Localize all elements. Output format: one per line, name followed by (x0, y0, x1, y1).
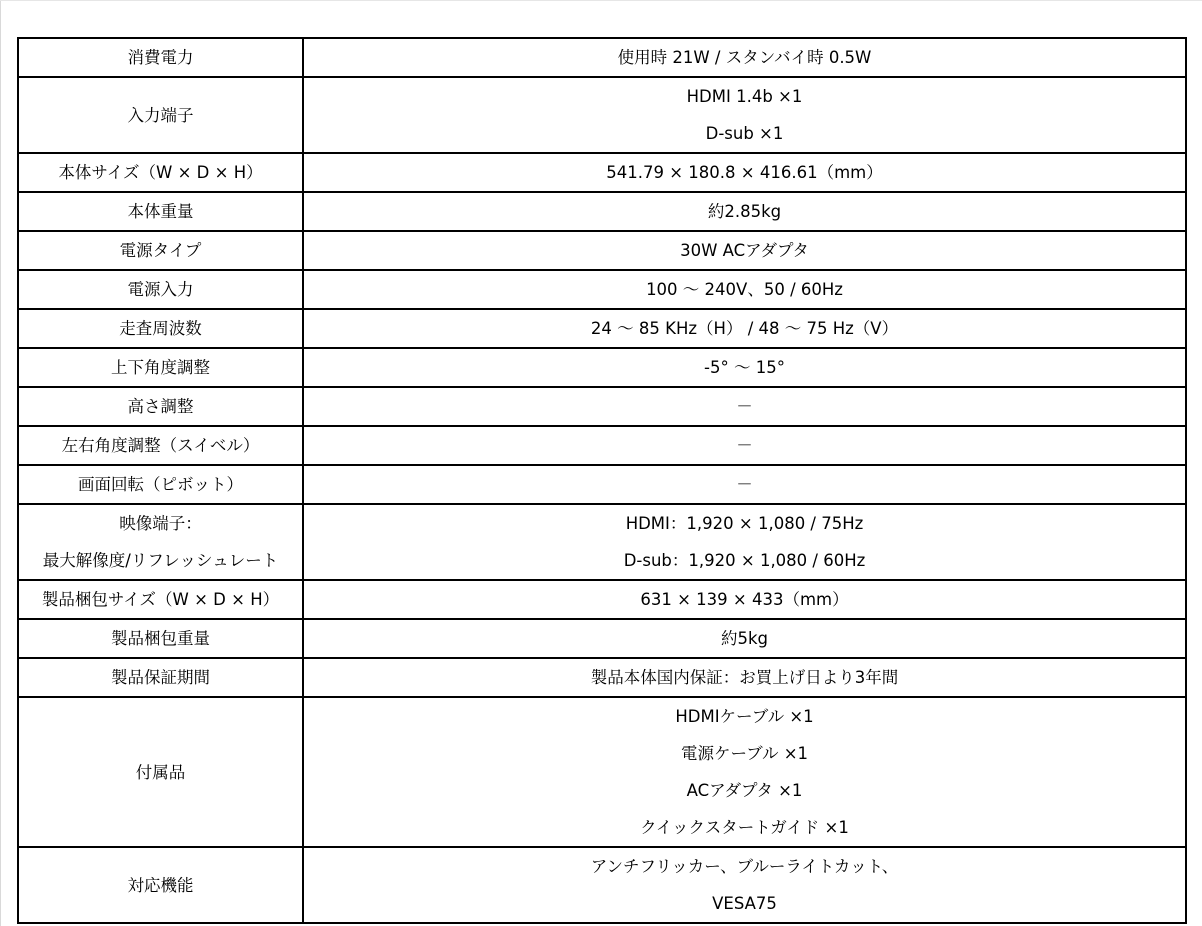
spec-label-cell (18, 658, 303, 697)
spec-value-text: 100 ～ 240V、50 / 60Hz (646, 280, 843, 299)
spec-value-cell (303, 847, 1186, 923)
spec-value-text: － (736, 397, 753, 416)
spec-label-cell (18, 426, 303, 465)
spec-label-text: 電源入力 (127, 280, 194, 299)
spec-value-cell (303, 658, 1186, 697)
spec-label-text: 製品保証期間 (111, 668, 210, 687)
spec-value-cell (303, 192, 1186, 231)
spec-value-text: 541.79 × 180.8 × 416.61（mm） (606, 163, 883, 182)
spec-value-text: HDMI：1,920 × 1,080 / 75Hz (625, 514, 864, 533)
spec-label-text: 映像端子： (119, 514, 202, 533)
spec-label-cell (18, 77, 303, 153)
spec-value-cell (303, 580, 1186, 619)
spec-value-text: 24 ～ 85 KHz（H） / 48 ～ 75 Hz（V） (590, 319, 899, 338)
spec-value-text: -5° ～ 15° (704, 358, 785, 377)
spec-value-text: 631 × 139 × 433（mm） (640, 590, 849, 609)
spec-value-text: クイックスタートガイド ×1 (640, 818, 849, 837)
spec-row-features (18, 847, 1186, 923)
spec-row-warranty (18, 658, 1186, 697)
spec-table-body (18, 38, 1186, 923)
spec-value-cell (303, 153, 1186, 192)
spec-value-text: 30W ACアダプタ (680, 241, 809, 260)
spec-row-power-type (18, 231, 1186, 270)
spec-row-input-ports (18, 77, 1186, 153)
frame-edge-top (0, 0, 1202, 1)
spec-label-cell (18, 697, 303, 847)
frame-edge-left (0, 0, 1, 926)
spec-value-cell (303, 619, 1186, 658)
spec-value-text: HDMI 1.4b ×1 (686, 87, 803, 106)
spec-label-text: 本体重量 (127, 202, 194, 221)
spec-label-text: 製品梱包重量 (111, 629, 210, 648)
spec-label-cell (18, 387, 303, 426)
spec-value-text: 約2.85kg (707, 202, 782, 221)
spec-row-height-adjust (18, 387, 1186, 426)
spec-value-text: 約5kg (720, 629, 769, 648)
spec-row-body-weight (18, 192, 1186, 231)
spec-value-cell (303, 465, 1186, 504)
spec-value-cell (303, 77, 1186, 153)
spec-value-cell (303, 231, 1186, 270)
spec-label-text: 左右角度調整（スイベル） (61, 436, 260, 455)
spec-label-cell (18, 847, 303, 923)
spec-value-cell (303, 504, 1186, 580)
spec-label-cell (18, 465, 303, 504)
spec-label-cell (18, 309, 303, 348)
spec-label-cell (18, 270, 303, 309)
spec-label-cell (18, 504, 303, 580)
spec-value-cell (303, 426, 1186, 465)
spec-label-cell (18, 153, 303, 192)
spec-label-text: 画面回転（ピボット） (78, 475, 243, 494)
spec-value-text: アンチフリッカー、ブルーライトカット、 (590, 857, 899, 876)
spec-value-text: － (736, 436, 753, 455)
spec-label-cell (18, 348, 303, 387)
spec-row-package-weight (18, 619, 1186, 658)
spec-label-text: 上下角度調整 (111, 358, 210, 377)
spec-value-cell (303, 697, 1186, 847)
spec-label-cell (18, 580, 303, 619)
spec-row-swivel (18, 426, 1186, 465)
spec-row-scan-frequency (18, 309, 1186, 348)
spec-row-package-size (18, 580, 1186, 619)
spec-value-text: VESA75 (712, 894, 777, 913)
spec-value-text: HDMIケーブル ×1 (675, 707, 814, 726)
spec-value-cell (303, 387, 1186, 426)
spec-label-text: 製品梱包サイズ（W × D × H） (41, 590, 280, 609)
spec-value-cell (303, 270, 1186, 309)
spec-value-cell (303, 309, 1186, 348)
spec-value-text: 電源ケーブル ×1 (680, 744, 809, 763)
spec-label-cell (18, 619, 303, 658)
spec-row-pivot (18, 465, 1186, 504)
spec-row-power-consumption (18, 38, 1186, 77)
spec-row-power-input (18, 270, 1186, 309)
spec-label-cell (18, 231, 303, 270)
spec-label-text: 対応機能 (127, 875, 194, 895)
spec-table (17, 37, 1187, 924)
spec-value-text: 製品本体国内保証：お買上げ日より3年間 (590, 668, 899, 687)
spec-row-video-resolution (18, 504, 1186, 580)
spec-value-cell (303, 348, 1186, 387)
spec-value-text: ACアダプタ ×1 (686, 781, 803, 800)
spec-value-text: D-sub ×1 (705, 124, 784, 143)
spec-label-text: 走査周波数 (119, 319, 202, 338)
spec-row-accessories (18, 697, 1186, 847)
spec-label-text: 電源タイプ (119, 241, 202, 260)
spec-label-cell (18, 38, 303, 77)
spec-label-text: 本体サイズ（W × D × H） (58, 163, 263, 182)
spec-label-text: 付属品 (135, 762, 186, 782)
spec-label-cell (18, 192, 303, 231)
spec-value-text: － (736, 475, 753, 494)
spec-value-text: D-sub：1,920 × 1,080 / 60Hz (623, 551, 866, 570)
spec-label-text: 消費電力 (127, 48, 194, 67)
spec-label-text: 最大解像度/リフレッシュレート (42, 551, 279, 570)
spec-value-cell (303, 38, 1186, 77)
spec-row-body-size (18, 153, 1186, 192)
spec-row-tilt (18, 348, 1186, 387)
spec-value-text: 使用時 21W / スタンバイ時 0.5W (617, 48, 872, 67)
spec-label-text: 入力端子 (127, 105, 194, 125)
spec-label-text: 高さ調整 (127, 397, 194, 416)
